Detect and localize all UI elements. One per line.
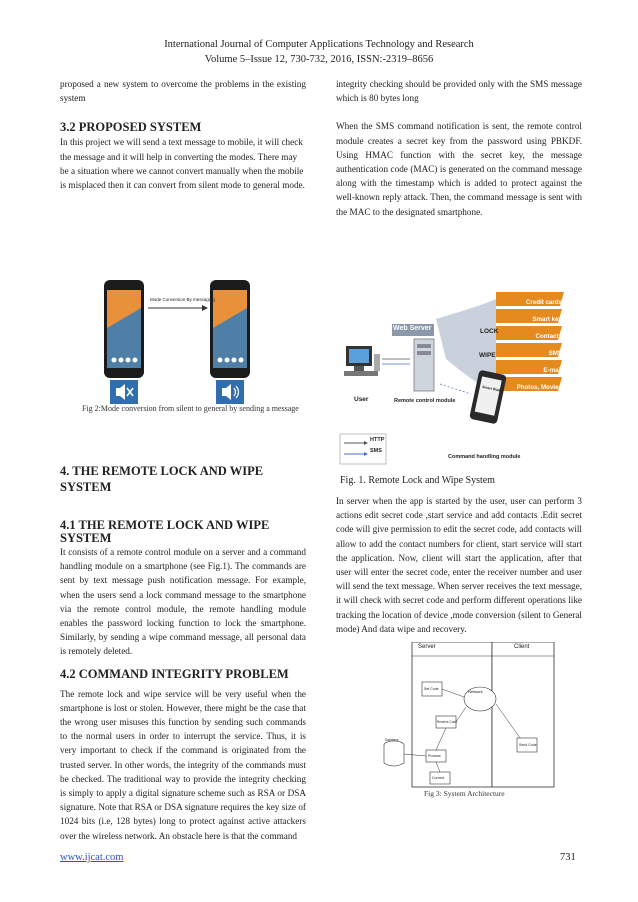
legend-sms: SMS — [370, 448, 382, 454]
remote-control-label: Remote control module — [394, 398, 456, 404]
right-paragraph-2: When the SMS command notification is sent, the remote control module creates a secret key from the password using PBKDF. Using HMAC function with the secret key, the message authentication code (MAC) is generated on the command message along with the timestamp which is added to protect against the well-known reply attack. Then, the command message is sent with the MAC to the designated smartphone. — [336, 121, 582, 217]
category-smart-key: Smart key — [532, 316, 562, 323]
fig3-set-code: Set Code — [424, 687, 439, 691]
page-number: 731 — [560, 852, 576, 863]
left-column-lower — [60, 463, 306, 843]
category-contacts: Contacts — [535, 333, 562, 340]
system-architecture-diagram — [362, 642, 562, 804]
category-credit-cards: Credit cards — [525, 299, 562, 306]
category-labels — [504, 294, 562, 396]
speaker-on-icon — [216, 380, 244, 404]
mode-conversion-illustration — [60, 268, 306, 418]
legend-http: HTTP — [370, 437, 385, 443]
fig3-caption: Fig 3: System Architecture — [424, 789, 505, 798]
command-handling-label: Command handling module — [448, 454, 521, 460]
section-3-2-heading: 3.2 PROPOSED SYSTEM — [60, 120, 202, 135]
right-paragraph-3: In server when the app is started by the user, user can perform 3 actions edit secret code ,start service and add contacts .Edit secret code will give permission to edit the secret code, add contacts will allow to add the contact numbers for client, start service will start the application. Now, client will start the application, after that user will enter the secret code, enter the receiver number and user will send the text message. When server receives the text message, it will check with secret code and perform different operations like tracking the location of device ,mode conversion (silent to General mode) And data wipe and recovery. — [336, 496, 582, 634]
section-4-2-heading: 4.2 COMMAND INTEGRITY PROBLEM — [60, 666, 289, 681]
database-icon — [384, 741, 404, 766]
fig2-arrow-label: Mode Conversion By messaging — [150, 297, 215, 302]
fig3-receive-code: Receive Code — [437, 720, 458, 724]
section-4-1-text: It consists of a remote control module on a server and a command handling module on a smartphone (see Fig.1). The commands are sent by text message push notification message. For example, when the users send a lock command message to the smartphone via the remote control module, the remote handling module enables the password locking function to lock the smartphone. Similarly, by sending a wipe command message, all personal data is remotely deleted. — [60, 547, 306, 657]
journal-volume: Volume 5–Issue 12, 730-732, 2016, ISSN:-2319–8656 — [204, 54, 434, 65]
fig2-caption: Fig 2:Mode conversion from silent to general by sending a message — [82, 404, 299, 413]
section-4-1-heading: 4.1 THE REMOTE LOCK AND WIPE SYSTEM — [60, 518, 270, 545]
section-4-heading: 4. THE REMOTE LOCK AND WIPE SYSTEM — [60, 464, 264, 494]
muted-speaker-icon — [110, 380, 138, 404]
server-tower-icon — [414, 339, 434, 391]
phone-left-image — [104, 280, 144, 378]
fig3-client-label: Client — [514, 644, 530, 650]
figure-2 — [60, 268, 306, 418]
left-column — [60, 77, 306, 192]
right-column-lower — [336, 494, 582, 636]
journal-title: International Journal of Computer Applications Technology and Research — [164, 39, 474, 50]
category-email: E-mail — [543, 367, 562, 374]
fig3-convert: Convert — [432, 776, 445, 780]
phone-header-label: Smart Wallet — [481, 384, 504, 394]
right-paragraph-1: integrity checking should be provided only with the SMS message which is 80 bytes long — [336, 79, 582, 104]
fig3-send-code: Send Code — [519, 743, 537, 747]
section-3-2-text: In this project we will send a text message to mobile, it will check the message and it will help in converting the modes. There may be a situation where we cannot convert manually when the mobile is misplaced then it can convert from silent mode to general mode. — [60, 137, 305, 191]
fig3-process: Process — [428, 754, 441, 758]
phone-right-image — [210, 280, 250, 378]
right-column — [336, 77, 582, 219]
figure-1 — [336, 284, 582, 469]
category-sms: SMS — [548, 350, 562, 357]
web-server-label: Web Server — [393, 325, 432, 332]
section-4-2-text: The remote lock and wipe service will be very useful when the smartphone is lost or stolen. However, there might be the case that the wrong user misuses this function by sending such commands to the normal users in order to interrupt the service. Thus, it is very important to check if the command is originated from the trusted server. In other words, the integrity of the commands must be checked. The traditional way to provide the integrity checking is simply to apply a digital signature scheme such as RSA or DSA signature. Note that RSA or DSA signature requires the key size of 1024 bits (i.e, 128 bytes) long to protect against active attackers over the wireless network. An obstacle here is that the command — [60, 688, 306, 841]
user-label: User — [354, 396, 369, 403]
lock-label: LOCK — [480, 328, 499, 335]
fig1-caption: Fig. 1. Remote Lock and Wipe System — [340, 475, 495, 486]
intro-paragraph: proposed a new system to overcome the problems in the existing system — [60, 79, 306, 104]
journal-website-link[interactable]: www.ijcat.com — [60, 852, 124, 863]
figure-3 — [362, 642, 562, 804]
category-photos: Photos, Movies — [516, 384, 562, 391]
wipe-label: WIPE — [479, 352, 496, 359]
fig3-server-label: Server — [418, 644, 436, 650]
user-computer-icon — [344, 346, 380, 376]
fig3-database: Database — [385, 738, 399, 742]
fig3-network-label: Network — [468, 689, 483, 694]
